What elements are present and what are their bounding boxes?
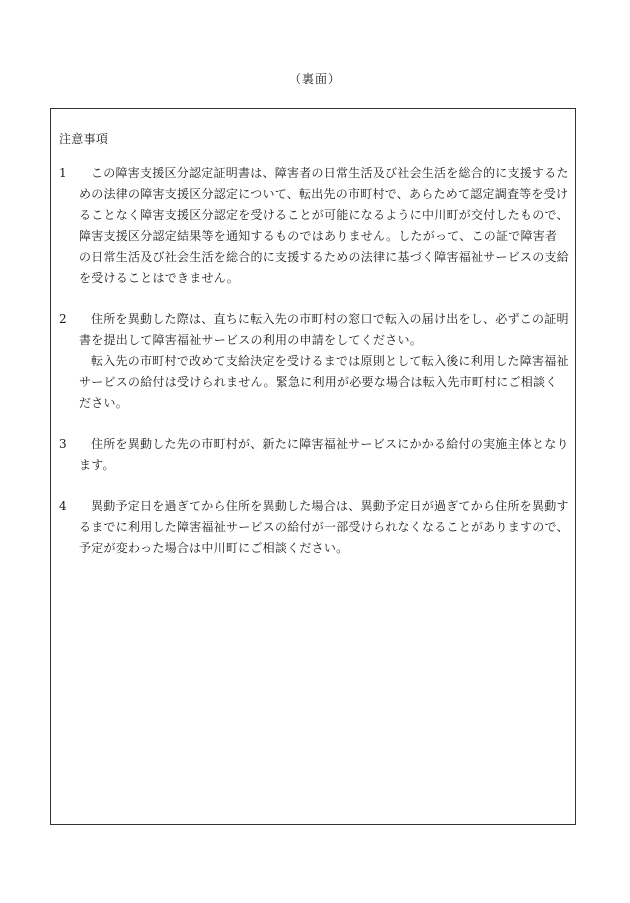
item-text: 異動予定日を過ぎてから住所を異動した場合は、異動予定日が過ぎてから住所を異動するまでに利用した障害福祉サービスの給付が一部受けられなくなることがありますので、予定が変わった場合は中川町にご相談ください。 (79, 499, 569, 555)
notice-heading: 注意事項 (59, 132, 109, 146)
notice-item-3 (59, 434, 569, 476)
item-number: 3 (59, 437, 67, 451)
item-text: 住所を異動した先の市町村が、新たに障害福祉サービスにかかる給付の実施主体となります。 (79, 437, 569, 472)
item-number: 2 (59, 312, 67, 326)
item-text-continued: 転入先の市町村で改めて支給決定を受けるまでは原則として転入後に利用した障害福祉サービスの給付は受けられません。緊急に利用が必要な場合は転入先市町村にご相談ください。 (79, 354, 569, 410)
item-number: 1 (59, 166, 67, 180)
notice-item-2 (59, 309, 569, 414)
page-side-label: （裏面） (288, 72, 341, 86)
item-text: 住所を異動した際は、直ちに転入先の市町村の窓口で転入の届け出をし、必ずこの証明書を提出して障害福祉サービスの利用の申請をしてください。 (79, 312, 569, 347)
notice-item-4 (59, 496, 569, 559)
item-text: この障害支援区分認定証明書は、障害者の日常生活及び社会生活を総合的に支援するための法律の障害支援区分認定について、転出先の市町村で、あらためて認定調査等を受けることなく障害支援区分認定を受けることが可能になるように中川町が交付したもので、障害支援区分認定結果等を通知するものではありません。したがって、この証で障害者の日常生活及び社会生活を総合的に支援するための法律に基づく障害福祉サービスの支給を受けることはできません。 (79, 166, 570, 285)
item-number: 4 (59, 499, 67, 513)
notice-item-1 (59, 163, 569, 289)
notice-box (50, 108, 576, 825)
